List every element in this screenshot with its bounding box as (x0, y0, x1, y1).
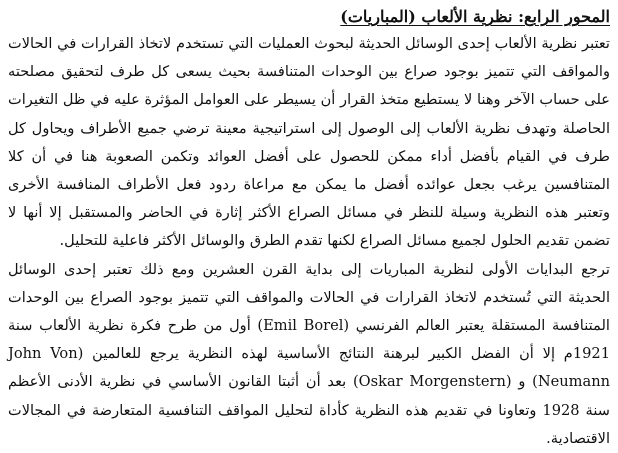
history-text-part-2: ) أول من طرح فكرة نظرية الألعاب سنة 1921م إلا أن الفضل الكبير لبرهنة النتائج الأساسية لهذه النظرية يرجع للعالمين ( (8, 317, 610, 363)
scientist-name-von-neumann: John Von Neumann (8, 345, 610, 391)
paragraph-game-theory-definition: تعتبر نظرية الألعاب إحدى الوسائل الحديثة لبحوث العمليات التي تستخدم لاتخاذ القرارات في الحالات والمواقف التي تتميز بوجود صراع بين الوحدات المتنافسة بحيث يسعى كل طرف لتحقيق مصلحته على حساب الآخر وهنا لا يستطيع متخذ القرار أن يسيطر على العوامل المؤثرة عليه في ظل التغيرات الحاصلة وتهدف نظرية الألعاب إلى الوصول إلى استراتيجية معينة ترضي جميع الأطراف ويحاول كل طرف في القيام بأفضل أداء ممكن للحصول على أفضل العوائد وتكمن الصعوبة هنا في أن كلا المتنافسين يرغب بجعل عوائده أفضل ما يمكن مع مراعاة ردود فعل الأطراف المنافسة الأخرى وتعتبر هذه النظرية وسيلة للنظر في مسائل الصراع الأكثر إثارة في الحاضر والمستقبل إلا أنها لا تضمن تقديم الحلول لجميع مسائل الصراع لكنها تقدم الطرق والوسائل الأكثر فاعلية للتحليل. (8, 35, 610, 250)
history-text-part-1: ترجع البدايات الأولى لنظرية المباريات إلى بداية القرن العشرين ومع ذلك تعتبر إحدى الوسائل الحديثة التي تُستخدم لاتخاذ القرارات في الحالات والمواقف التي تتميز بوجود الصراع بين الوحدات المتنافسة المستقلة يعتبر العالم الفرنسي ( (8, 260, 610, 335)
section-heading: المحور الرابع: نظرية الألعاب (المباريات) (340, 7, 610, 26)
paragraph-game-theory-history (8, 256, 610, 453)
history-text-part-4: ) بعد أن أثبتا القانون الأساسي في نظرية الأدنى الأعظم سنة 1928 وتعاونا في تقديم هذه النظرية كأداة لتحليل المواقف التنافسية المتعارضة في المجالات الاقتصادية. (8, 373, 610, 447)
history-text-part-3: ) و ( (505, 373, 538, 391)
scientist-name-borel: Emil Borel (263, 317, 344, 335)
scientist-name-morgenstern: Oskar Morgenstern (358, 373, 506, 391)
